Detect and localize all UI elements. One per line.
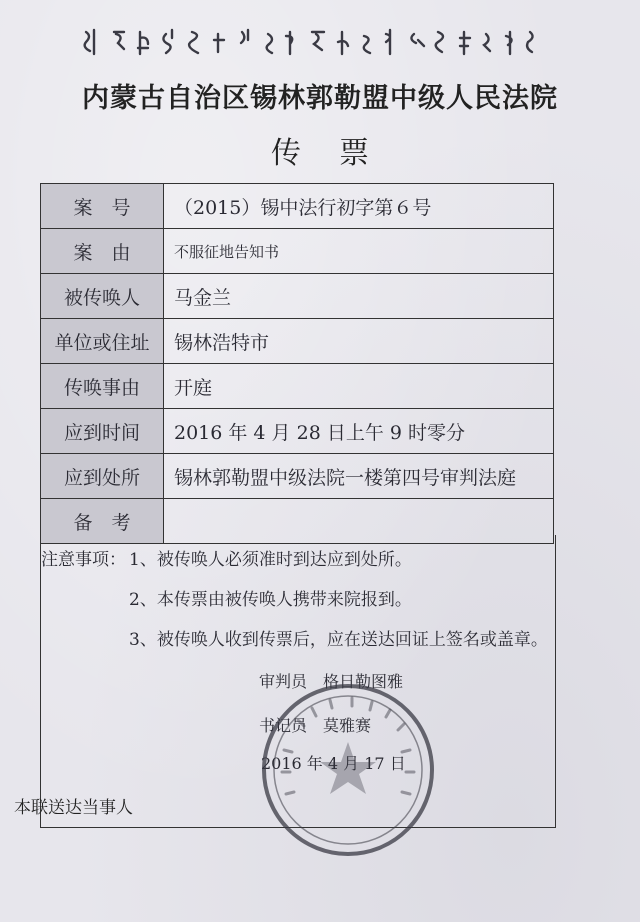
summoned-person-value: 马金兰 [164, 274, 554, 319]
place-value: 锡林郭勒盟中级法院一楼第四号审判法庭 [164, 454, 554, 499]
address-value: 锡林浩特市 [164, 319, 554, 364]
case-number-value: （2015）锡中法行初字第６号 [164, 184, 554, 229]
time-label: 应到时间 [41, 409, 164, 454]
summons-form-table [40, 183, 554, 544]
court-name: 内蒙古自治区锡林郭勒盟中级人民法院 [82, 83, 558, 114]
reason-value: 开庭 [164, 364, 554, 409]
note-item: 1、被传唤人必须准时到达应到处所。 [129, 550, 412, 570]
footer-note: 本联送达当事人 [14, 798, 133, 818]
case-cause-value: 不服征地告知书 [164, 229, 554, 274]
case-cause-label: 案 由 [41, 229, 164, 274]
notes-heading: 注意事项： [41, 550, 126, 570]
address-label: 单位或住址 [41, 319, 164, 364]
court-seal-stamp [258, 680, 438, 860]
mongolian-script-header [80, 26, 540, 60]
judge-signature: 审判员 格日勒图雅 [259, 672, 404, 691]
reason-label: 传唤事由 [41, 364, 164, 409]
remarks-label: 备 考 [41, 499, 164, 544]
form-row-time [41, 409, 554, 454]
clerk-signature: 书记员 莫雅赛 [259, 716, 372, 735]
time-value: 2016 年 4 月 28 日上午 9 时零分 [164, 409, 554, 454]
place-label: 应到处所 [41, 454, 164, 499]
form-row-reason [41, 364, 554, 409]
document-title: 传票 [271, 136, 407, 171]
form-row-summoned-person [41, 274, 554, 319]
issue-date: 2016 年 4 月 17 日 [261, 754, 406, 773]
note-item: 3、被传唤人收到传票后，应在送达回证上签名或盖章。 [129, 630, 548, 650]
form-row-case-cause [41, 229, 554, 274]
form-row-case-number [41, 184, 554, 229]
case-number-label: 案 号 [41, 184, 164, 229]
summoned-person-label: 被传唤人 [41, 274, 164, 319]
form-row-address [41, 319, 554, 364]
form-row-place [41, 454, 554, 499]
note-item: 2、本传票由被传唤人携带来院报到。 [129, 590, 412, 610]
